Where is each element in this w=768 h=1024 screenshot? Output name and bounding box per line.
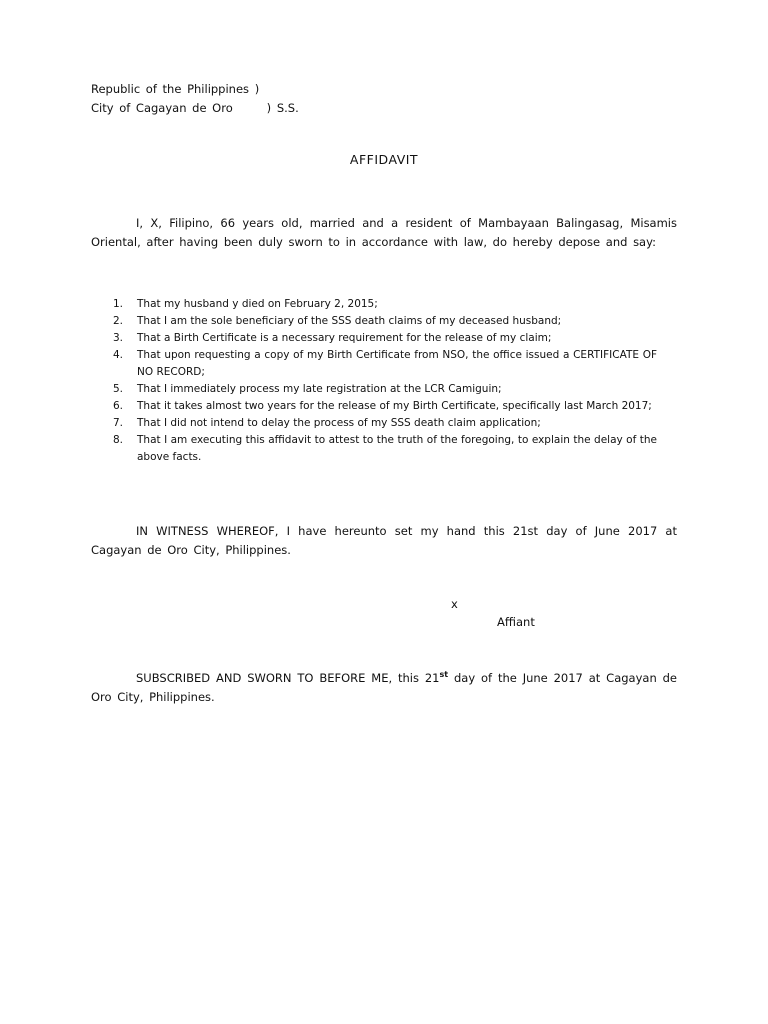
list-item — [91, 330, 657, 347]
intro-paragraph: I, X, Filipino, 66 years old, married and a resident of Mambayaan Balingasag, Misamis Oriental, after having been duly sworn to in accordance with law, do hereby depose and say: — [91, 216, 677, 249]
signature-mark: x — [451, 597, 458, 611]
list-item-text: That I am the sole beneficiary of the SSS death claims of my deceased husband; — [137, 315, 562, 327]
list-item-number: 3. — [113, 332, 124, 344]
venue-city: City of Cagayan de Oro ) S.S. — [91, 101, 299, 115]
venue-republic: Republic of the Philippines ) — [91, 82, 260, 96]
list-item-text: That it takes almost two years for the release of my Birth Certificate, specifically last March 2017; — [137, 400, 652, 412]
list-item-text: That I immediately process my late registration at the LCR Camiguin; — [137, 383, 502, 395]
list-item-text: That my husband y died on February 2, 2015; — [137, 298, 378, 310]
subscribed-text-before: SUBSCRIBED AND SWORN TO BEFORE ME, this 21 — [136, 671, 440, 685]
list-item-number: 7. — [113, 417, 124, 429]
affiant-label: Affiant — [497, 615, 535, 629]
document-title: AFFIDAVIT — [349, 152, 419, 167]
list-item-number: 2. — [113, 315, 124, 327]
list-item — [91, 415, 657, 432]
list-item-number: 1. — [113, 298, 124, 310]
list-item — [91, 347, 657, 381]
list-item-text: That upon requesting a copy of my Birth Certificate from NSO, the office issued a CERTIFICATE OF NO RECORD; — [137, 349, 657, 378]
list-item-text: That a Birth Certificate is a necessary requirement for the release of my claim; — [137, 332, 552, 344]
list-item — [91, 296, 657, 313]
venue-block — [91, 80, 299, 118]
list-item-number: 4. — [113, 349, 124, 361]
statement-list — [91, 296, 657, 466]
list-item — [91, 398, 657, 415]
ordinal-suffix: st — [439, 670, 449, 680]
list-item — [91, 313, 657, 330]
list-item-number: 8. — [113, 434, 124, 446]
witness-paragraph: IN WITNESS WHEREOF, I have hereunto set my hand this 21st day of June 2017 at Cagayan de Oro City, Philippines. — [91, 524, 677, 557]
list-item-number: 6. — [113, 400, 124, 412]
subscribed-text-after: day of the June 2017 at Cagayan de Oro City, Philippines. — [91, 671, 677, 704]
list-item — [91, 381, 657, 398]
list-item — [91, 432, 657, 466]
list-item-number: 5. — [113, 383, 124, 395]
list-item-text: That I am executing this affidavit to attest to the truth of the foregoing, to explain the delay of the above facts. — [137, 434, 657, 463]
subscribed-paragraph — [91, 669, 677, 707]
list-item-text: That I did not intend to delay the process of my SSS death claim application; — [137, 417, 541, 429]
